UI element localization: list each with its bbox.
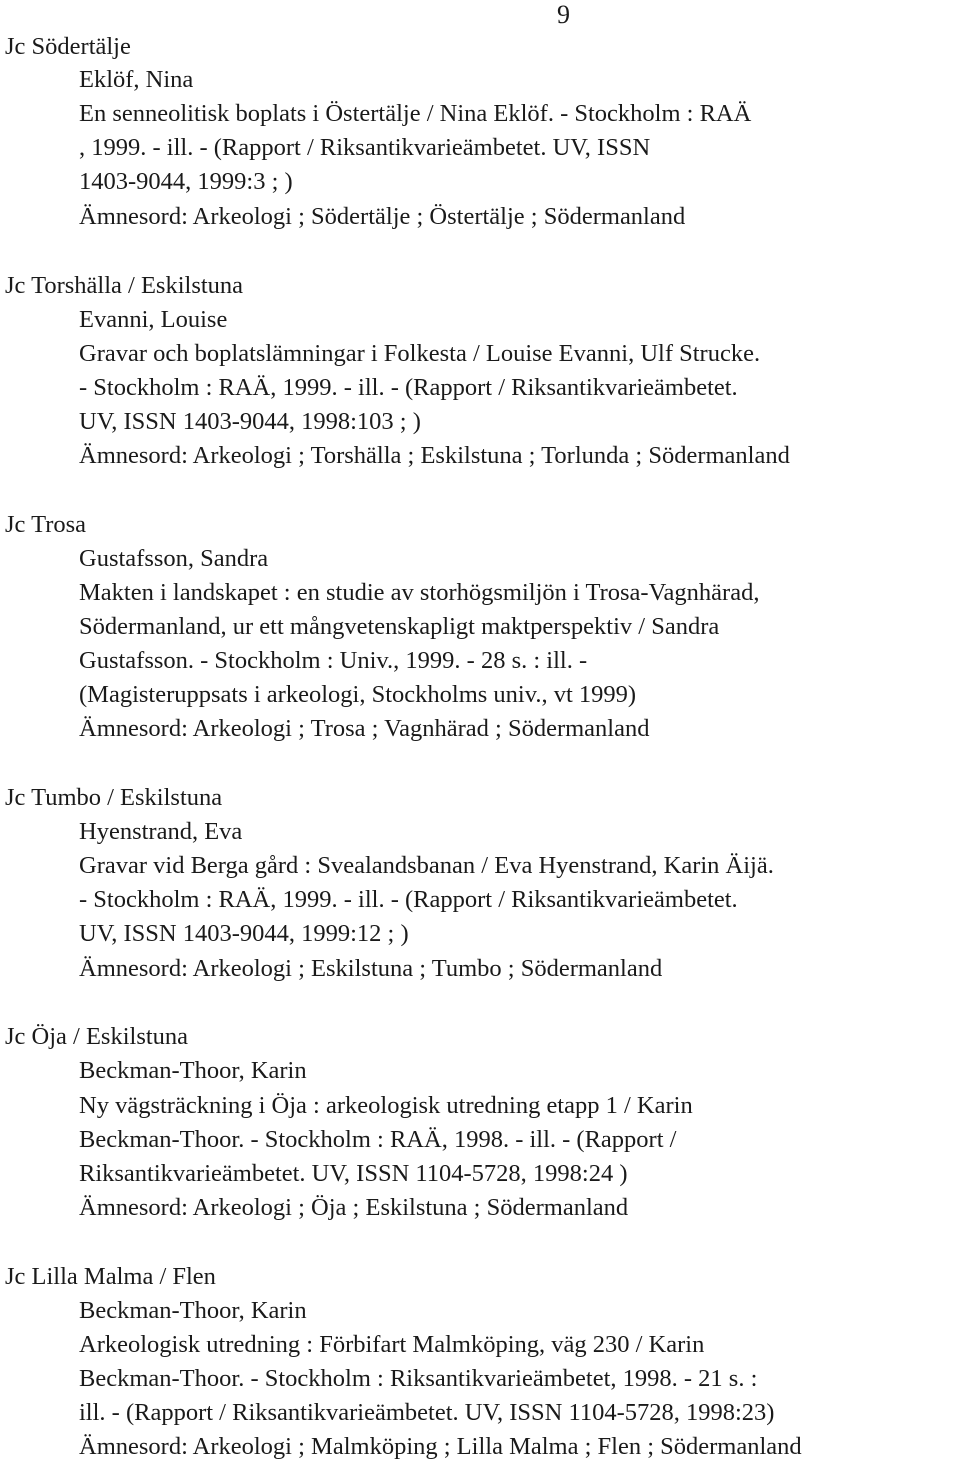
entry-author: Eklöf, Nina [79,66,194,93]
entry-heading: Jc Torshälla / Eskilstuna [5,272,244,299]
entry-author: Beckman-Thoor, Karin [79,1297,307,1324]
entry-line: , 1999. - ill. - (Rapport / Riksantikvarieämbetet. UV, ISSN [79,134,651,161]
entry-line: Ny vägsträckning i Öja : arkeologisk utredning etapp 1 / Karin [79,1092,693,1119]
entry-heading: Jc Tumbo / Eskilstuna [5,784,223,811]
entry-heading: Jc Lilla Malma / Flen [5,1263,216,1290]
entry-subjects: Ämnesord: Arkeologi ; Södertälje ; Östertälje ; Södermanland [79,203,686,230]
entry-heading: Jc Öja / Eskilstuna [5,1023,189,1050]
entry-author: Evanni, Louise [79,306,228,333]
entry-line: Beckman-Thoor. - Stockholm : RAÄ, 1998. - ill. - (Rapport / [79,1126,677,1153]
entry-heading: Jc Trosa [5,511,87,538]
entry-line: Södermanland, ur ett mångvetenskapligt maktperspektiv / Sandra [79,613,720,640]
entry-line: - Stockholm : RAÄ, 1999. - ill. - (Rapport / Riksantikvarieämbetet. [79,886,738,913]
entry-subjects: Ämnesord: Arkeologi ; Öja ; Eskilstuna ; Södermanland [79,1194,629,1221]
entry-author: Hyenstrand, Eva [79,818,243,845]
entry-line: Makten i landskapet : en studie av storhögsmiljön i Trosa-Vagnhärad, [79,579,760,606]
entry-subjects: Ämnesord: Arkeologi ; Eskilstuna ; Tumbo ; Södermanland [79,955,663,982]
entry-line: ill. - (Rapport / Riksantikvarieämbetet. UV, ISSN 1104-5728, 1998:23) [79,1399,775,1426]
entry-line: Riksantikvarieämbetet. UV, ISSN 1104-5728, 1998:24 ) [79,1160,628,1187]
entry-heading: Jc Södertälje [5,33,131,60]
entry-line: UV, ISSN 1403-9044, 1998:103 ; ) [79,408,421,435]
entry-line: 1403-9044, 1999:3 ; ) [79,168,293,195]
entry-line: Gustafsson. - Stockholm : Univ., 1999. - 28 s. : ill. - [79,647,588,674]
entry-line: - Stockholm : RAÄ, 1999. - ill. - (Rapport / Riksantikvarieämbetet. [79,374,738,401]
entry-line: Gravar och boplatslämningar i Folkesta / Louise Evanni, Ulf Strucke. [79,340,761,367]
entry-subjects: Ämnesord: Arkeologi ; Torshälla ; Eskilstuna ; Torlunda ; Södermanland [79,442,790,469]
page-number: 9 [557,0,570,29]
entry-line: Gravar vid Berga gård : Svealandsbanan / Eva Hyenstrand, Karin Äijä. [79,852,774,879]
entry-subjects: Ämnesord: Arkeologi ; Trosa ; Vagnhärad ; Södermanland [79,715,650,742]
entry-author: Gustafsson, Sandra [79,545,269,572]
entry-line: En senneolitisk boplats i Östertälje / Nina Eklöf. - Stockholm : RAÄ [79,100,752,127]
entry-subjects: Ämnesord: Arkeologi ; Malmköping ; Lilla Malma ; Flen ; Södermanland [79,1433,802,1460]
entry-line: Arkeologisk utredning : Förbifart Malmköping, väg 230 / Karin [79,1331,705,1358]
entry-author: Beckman-Thoor, Karin [79,1057,307,1084]
entry-line: UV, ISSN 1403-9044, 1999:12 ; ) [79,920,409,947]
entry-line: (Magisteruppsats i arkeologi, Stockholms univ., vt 1999) [79,681,637,708]
entry-line: Beckman-Thoor. - Stockholm : Riksantikvarieämbetet, 1998. - 21 s. : [79,1365,758,1392]
